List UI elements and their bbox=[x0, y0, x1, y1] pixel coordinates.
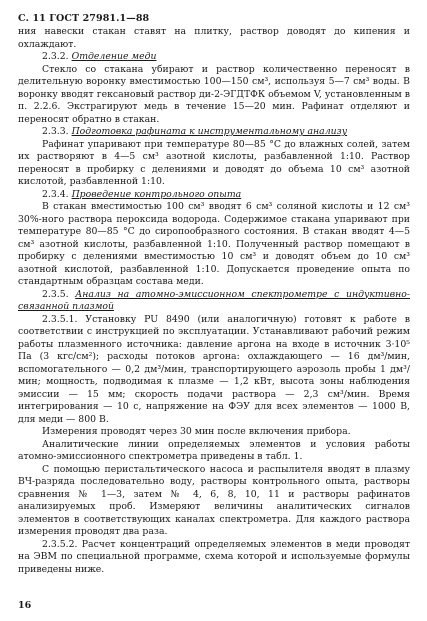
paragraph: Аналитические линии определяемых элементов и условия работы атомно-эмиссионного спектрометра приведены в табл. 1. bbox=[18, 438, 410, 462]
paragraph: 2.3.5.1. Установку PU 8490 (или аналогичную) готовят к работе в соответствии с инструкцией по эксплуатации. Устанавливают рабочий режим работы плазменного источника: давление аргона на входе в источник 3·10⁵ Па (3 кгс/см²); расходы потоков аргона: охлаждающего — 16 дм³/мин, вспомогательного — 0,2 дм³/мин, транспортирующего аэрозоль пробы 1 дм³/мин; мощность, подводимая к плазме — 1,2 кВт, высота зоны наблюдения эмиссии — 15 мм; скорость подачи раствора — 2,3 см³/мин. Время интегрирования — 10 с, напряжение на ФЭУ для всех элементов — 1000 В, для меди — 800 В. bbox=[18, 313, 410, 425]
section-number: 2.3.2. bbox=[42, 51, 72, 62]
section-number: 2.3.4. bbox=[42, 188, 72, 200]
paragraph: Рафинат упаривают при температуре 80—85 °С до влажных солей, затем их растворяют в 4—5 см³ азотной кислоты, разбавленной 1:10. Раствор переносят в пробирку с делениями и доводят до объема 10 см³ азотной кислотой, разбавленной 1:10. bbox=[18, 138, 410, 187]
paragraph: С помощью перистальтического насоса и распылителя вводят в плазму ВЧ-разряда последовательно воду, растворы контрольного опыта, растворы сравнения № 1—3, затем № 4, 6, 8, 10, 11 и растворы рафинатов анализируемых проб. Измеряют величины аналитических сигналов элементов в соответствующих каналах спектрометра. Для каждого раствора измерения проводят два раза. bbox=[18, 463, 410, 537]
section-heading bbox=[18, 126, 410, 139]
section-number: 2.3.5. bbox=[42, 288, 76, 300]
section-heading bbox=[18, 51, 410, 64]
page-number: 16 bbox=[18, 600, 32, 611]
section-title: Подготовка рафината к инструментальному анализу bbox=[71, 126, 348, 137]
section-title: Проведение контрольного опыта bbox=[71, 188, 242, 200]
document-body bbox=[18, 26, 410, 576]
paragraph: Измерения проводят через 30 мин после включения прибора. bbox=[42, 426, 351, 437]
paragraph: ния навески стакан ставят на плитку, раствор доводят до кипения и охлаждают. bbox=[18, 26, 410, 50]
page-header: С. 11 ГОСТ 27981.1—88 bbox=[18, 13, 150, 24]
paragraph: В стакан вместимостью 100 см³ вводят 6 см³ соляной кислоты и 12 см³ 30%-ного раствора пероксида водорода. Содержимое стакана упаривают при температуре 80—85 °С до сиропообразного состояния. В стакан вводят 4—5 см³ азотной кислоты, разбавленной 1:10. Полученный раствор помещают в пробирку с делениями вместимостью 10 см³ и доводят объем до 10 см³ азотной кислотой, разбавленной 1:10. Допускается проведение опыта по стандартным образцам состава меди. bbox=[18, 201, 410, 287]
section-heading bbox=[18, 189, 410, 202]
section-title: Отделение меди bbox=[71, 51, 157, 62]
section-heading bbox=[18, 289, 410, 314]
section-number: 2.3.3. bbox=[42, 126, 72, 137]
paragraph: Стекло со стакана убирают и раствор количественно переносят в делительную воронку вместимостью 100—150 см³, используя 5—7 см³ воды. В воронку вводят гексановый раствор ди-2-ЭГДТФК объемом V, установленным в п. 2.2.6. Экстрагируют медь в течение 15—20 мин. Рафинат отделяют и переносят обратно в стакан. bbox=[18, 63, 410, 125]
paragraph: 2.3.5.2. Расчет концентраций определяемых элементов в меди проводят на ЭВМ по специальной программе, схема которой и используемые формулы приведены ниже. bbox=[18, 538, 410, 575]
section-title: Анализ на атомно-эмиссионном спектрометре с индуктивно-связанной плазмой bbox=[18, 288, 410, 312]
